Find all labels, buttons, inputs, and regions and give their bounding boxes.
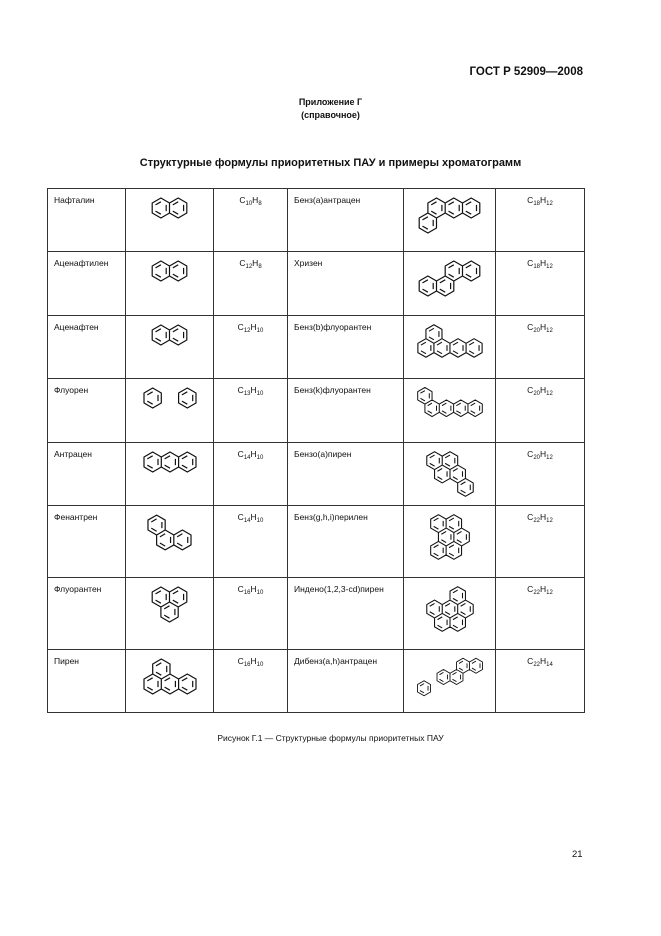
table-row (48, 505, 585, 577)
table-row (48, 649, 585, 712)
hydrogen-count: 8 (258, 264, 262, 271)
compound-name: Флуорантен (48, 577, 126, 649)
molecular-formula: $C_{22}H_{12}$ (496, 577, 585, 649)
carbon-count: 22 (533, 589, 540, 596)
page-title: Структурные формулы приоритетных ПАУ и примеры хроматограмм (139, 157, 522, 169)
molecular-formula: $C_{12}H_{10}$ (214, 315, 288, 378)
hydrogen-count: 10 (256, 327, 264, 334)
figure-caption: Рисунок Г.1 — Структурные формулы приоритетных ПАУ (217, 733, 444, 743)
compound-name: Антрацен (48, 442, 126, 505)
hydrogen-count: 10 (256, 589, 264, 596)
carbon-count: 20 (533, 454, 540, 461)
carbon-count: 18 (533, 201, 540, 207)
molecular-formula: $C_{16}H_{10}$ (214, 649, 288, 712)
compound-name: Бенз(k)флуорантен (288, 379, 404, 442)
compound-name: Нафталин (48, 189, 126, 252)
carbon-count: 12 (245, 264, 253, 271)
acenaphthene-structure (126, 315, 214, 378)
molecular-formula: $C_{18}H_{12}$ (496, 189, 585, 252)
indenopyrene-structure (404, 577, 496, 649)
pyrene-structure (126, 649, 214, 712)
benzo-k-fluoranthene-structure (404, 379, 496, 442)
chrysene-structure (404, 252, 496, 315)
carbon-count: 18 (533, 264, 540, 271)
compound-name: Дибенз(а,h)антрацен (288, 649, 404, 712)
hydrogen-count: 12 (546, 589, 553, 596)
hydrogen-count: 12 (546, 454, 553, 461)
table-row (48, 189, 585, 252)
pah-table (47, 188, 585, 713)
molecular-formula: $C_{14}H_{10}$ (214, 442, 288, 505)
compound-name: Аценафтен (48, 315, 126, 378)
carbon-count: 13 (243, 391, 251, 398)
molecular-formula: $C_{16}H_{10}$ (214, 577, 288, 649)
hydrogen-count: 10 (256, 661, 264, 668)
carbon-count: 20 (533, 327, 540, 334)
carbon-count: 16 (243, 661, 251, 668)
anthracene-structure (126, 442, 214, 505)
hydrogen-count: 10 (256, 454, 264, 461)
hydrogen-count: 12 (546, 201, 553, 207)
appendix-subtitle: (справочное) (301, 110, 360, 120)
page-number: 21 (572, 849, 583, 860)
table-row (48, 442, 585, 505)
carbon-count: 22 (533, 661, 540, 668)
dibenzanthracene-structure (404, 649, 496, 712)
carbon-count: 16 (243, 589, 251, 596)
carbon-count: 12 (243, 327, 251, 334)
hydrogen-count: 12 (546, 391, 553, 398)
fluorene-structure (126, 379, 214, 442)
compound-name: Аценафтилен (48, 252, 126, 315)
naphthalene-structure (126, 189, 214, 252)
table-row (48, 577, 585, 649)
standard-number: ГОСТ Р 52909—2008 (469, 66, 583, 78)
compound-name: Пирен (48, 649, 126, 712)
table-row (48, 315, 585, 378)
compound-name: Бензо(а)пирен (288, 442, 404, 505)
molecular-formula: $C_{22}H_{12}$ (496, 505, 585, 577)
appendix-heading (0, 96, 661, 122)
compound-name: Флуорен (48, 379, 126, 442)
hydrogen-count: 10 (256, 391, 264, 398)
molecular-formula: $C_{20}H_{12}$ (496, 379, 585, 442)
benzanthracene-structure (404, 189, 496, 252)
molecular-formula: $C_{22}H_{14}$ (496, 649, 585, 712)
hydrogen-count: 10 (256, 517, 264, 524)
molecular-formula: $C_{18}H_{12}$ (496, 252, 585, 315)
compound-name: Бенз(а)антрацен (288, 189, 404, 252)
compound-name: Фенантрен (48, 505, 126, 577)
carbon-count: 22 (533, 517, 540, 524)
acenaphthylene-structure (126, 252, 214, 315)
appendix-title: Приложение Г (298, 97, 363, 107)
compound-name: Бенз(b)флуорантен (288, 315, 404, 378)
compound-name: Хризен (288, 252, 404, 315)
fluoranthene-structure (126, 577, 214, 649)
hydrogen-count: 8 (258, 201, 262, 207)
benzo-b-fluoranthene-structure (404, 315, 496, 378)
table-row (48, 379, 585, 442)
compound-name: Бенз(g,h,i)перилен (288, 505, 404, 577)
molecular-formula: $C_{20}H_{12}$ (496, 442, 585, 505)
phenanthrene-structure (126, 505, 214, 577)
hydrogen-count: 12 (546, 264, 553, 271)
molecular-formula: $C_{13}H_{10}$ (214, 379, 288, 442)
compound-name: Индено(1,2,3-cd)пирен (288, 577, 404, 649)
molecular-formula: $C_{20}H_{12}$ (496, 315, 585, 378)
carbon-count: 14 (243, 517, 251, 524)
hydrogen-count: 12 (546, 327, 553, 334)
molecular-formula: $C_{10}H_8$ (214, 189, 288, 252)
carbon-count: 20 (533, 391, 540, 398)
molecular-formula: $C_{12}H_8$ (214, 252, 288, 315)
carbon-count: 14 (243, 454, 251, 461)
carbon-count: 10 (245, 201, 253, 207)
benzopyrene-structure (404, 442, 496, 505)
hydrogen-count: 14 (546, 661, 553, 668)
molecular-formula: $C_{14}H_{10}$ (214, 505, 288, 577)
benzoperylene-structure (404, 505, 496, 577)
hydrogen-count: 12 (546, 517, 553, 524)
table-row (48, 252, 585, 315)
